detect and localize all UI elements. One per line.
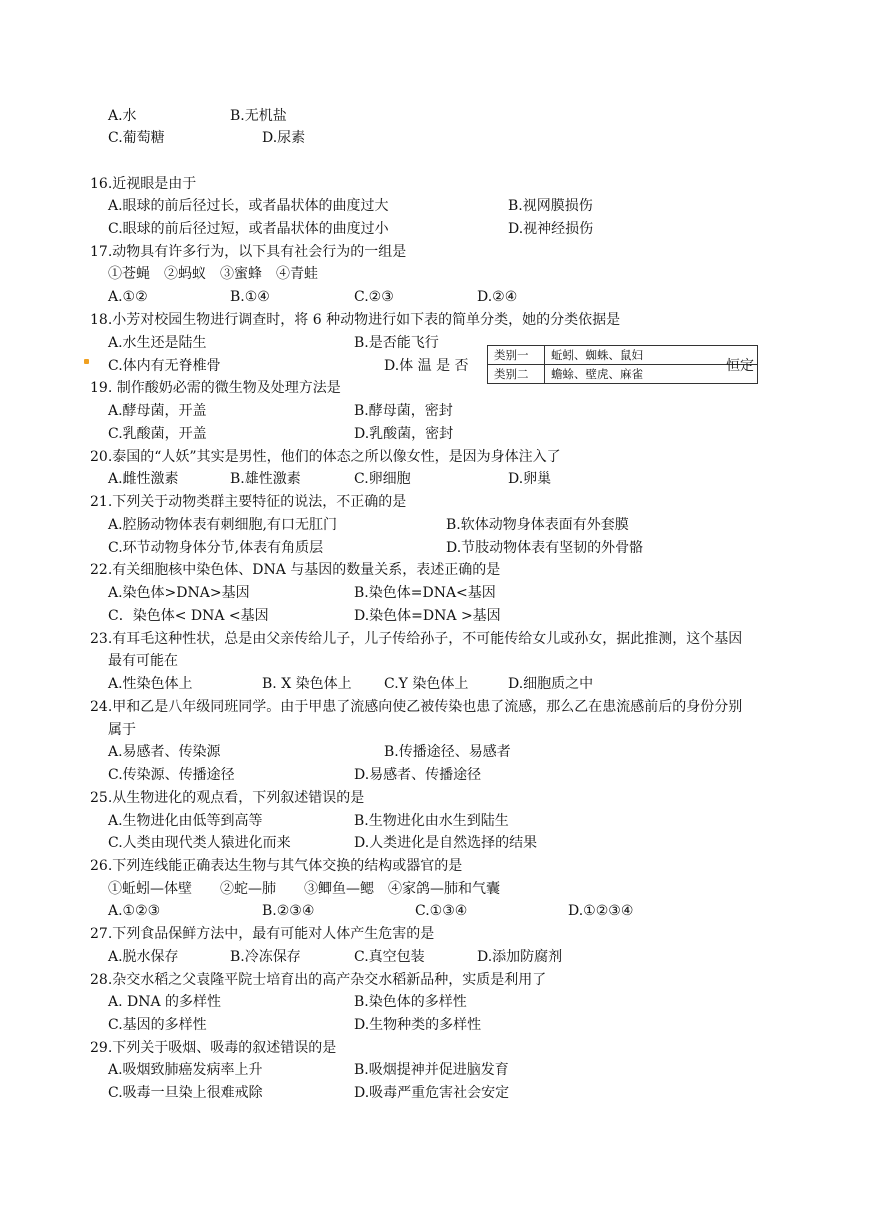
q29-option-a: A.吸烟致肺癌发病率上升 [108,1062,263,1078]
q27-option-a: A.脱水保存 [108,949,179,965]
q23-stem-line2: 最有可能在 [108,653,178,669]
q28-option-d: D.生物种类的多样性 [354,1017,482,1033]
q24-option-a: A.易感者、传染源 [108,744,221,760]
q18-stem: 18.小芳对校园生物进行调查时，将 6 种动物进行如下表的简单分类，她的分类依据是 [90,312,621,328]
table-row [488,365,758,384]
q19-option-b: B.酵母菌，密封 [354,403,453,419]
q18-option-c: C.体内有无脊椎骨 [108,358,221,374]
q16-option-b: B.视网膜损伤 [508,198,593,214]
q26-option-d: D.①②③④ [568,903,634,919]
q23-stem-line1: 23.有耳毛这种性状，总是由父亲传给儿子，儿子传给孙子，不可能传给女儿或孙女，据此推测，这个基因 [90,631,743,647]
q16-option-c: C.眼球的前后径过短，或者晶状体的曲度过小 [108,221,389,237]
q22-option-a: A.染色体>DNA>基因 [108,585,250,601]
q22-option-b: B.染色体=DNA<基因 [354,585,496,601]
q17-items: ①苍蝇 ②蚂蚁 ③蜜蜂 ④青蛙 [108,266,318,282]
q29-option-d: D.吸毒严重危害社会安定 [354,1085,510,1101]
q18-option-a: A.水生还是陆生 [108,335,207,351]
q28-option-c: C.基因的多样性 [108,1017,207,1033]
q17-option-b: B.①④ [230,289,270,305]
q19-option-c: C.乳酸菌，开盖 [108,426,207,442]
q22-option-d: D.染色体=DNA >基因 [354,608,501,624]
q25-option-a: A.生物进化由低等到高等 [108,813,263,829]
q17-option-a: A.①② [108,289,148,305]
q21-option-c: C.环节动物身体分节,体表有角质层 [108,540,324,556]
q18-option-d: D.体 温 是 否 [384,358,469,374]
q29-stem: 29.下列关于吸烟、吸毒的叙述错误的是 [90,1040,337,1056]
q23-option-a: A.性染色体上 [108,676,193,692]
q25-stem: 25.从生物进化的观点看，下列叙述错误的是 [90,790,365,806]
q21-option-a: A.腔肠动物体表有刺细胞,有口无肛门 [108,517,338,533]
q27-option-c: C.真空包装 [354,949,425,965]
q24-option-c: C.传染源、传播途径 [108,767,235,783]
q22-option-c: C．染色体< DNA <基因 [108,608,269,624]
q15-option-d: D.尿素 [262,130,306,146]
q20-stem: 20.泰国的“人妖”其实是男性，他们的体态之所以像女性，是因为身体注入了 [90,449,561,465]
q15-option-a: A.水 [108,108,137,124]
q20-option-c: C.卵细胞 [354,471,411,487]
q22-stem: 22.有关细胞核中染色体、DNA 与基因的数量关系，表述正确的是 [90,562,501,578]
q26-stem: 26.下列连线能正确表达生物与其气体交换的结构或器官的是 [90,858,463,874]
q17-stem: 17.动物具有许多行为，以下具有社会行为的一组是 [90,244,407,260]
q24-stem-line2: 属于 [108,722,136,738]
q24-option-d: D.易感者、传播途径 [354,767,482,783]
q25-option-d: D.人类进化是自然选择的结果 [354,835,538,851]
q16-option-a: A.眼球的前后径过长，或者晶状体的曲度过大 [108,198,389,214]
q29-option-b: B.吸烟提神并促进脑发育 [354,1062,509,1078]
q27-stem: 27.下列食品保鲜方法中，最有可能对人体产生危害的是 [90,926,435,942]
q17-option-d: D.②④ [477,289,518,305]
q15-option-c: C.葡萄糖 [108,130,165,146]
q27-option-b: B.冷冻保存 [230,949,301,965]
table-cell-animals: 蚯蚓、蜘蛛、鼠妇 [545,346,758,365]
q24-stem-line1: 24.甲和乙是八年级同班同学。由于甲患了流感向使乙被传染也患了流感，那么乙在患流感前后的身份分别 [90,699,743,715]
q16-option-d: D.视神经损伤 [508,221,594,237]
q28-option-a: A. DNA 的多样性 [108,994,222,1010]
q19-option-d: D.乳酸菌，密封 [354,426,454,442]
classification-table [487,345,758,384]
q29-option-c: C.吸毒一旦染上很难戒除 [108,1085,263,1101]
q23-option-b: B. X 染色体上 [262,676,352,692]
q16-stem: 16.近视眼是由于 [90,176,197,192]
q26-option-b: B.②③④ [262,903,315,919]
q26-items: ①蚯蚓—体壁 ②蛇—肺 ③鲫鱼—鳃 ④家鸽—肺和气囊 [108,881,500,897]
q25-option-c: C.人类由现代类人猿进化而来 [108,835,291,851]
table-cell-category: 类别一 [488,346,545,365]
q19-option-a: A.酵母菌，开盖 [108,403,207,419]
q17-option-c: C.②③ [354,289,394,305]
q21-option-b: B.软体动物身体表面有外套膜 [446,517,629,533]
q25-option-b: B.生物进化由水生到陆生 [354,813,509,829]
bullet-dot-icon [84,359,89,364]
q20-option-d: D.卵巢 [508,471,552,487]
q23-option-d: D.细胞质之中 [508,676,594,692]
q23-option-c: C.Y 染色体上 [384,676,469,692]
q27-option-d: D.添加防腐剂 [477,949,563,965]
q28-option-b: B.染色体的多样性 [354,994,467,1010]
q20-option-a: A.雌性激素 [108,471,179,487]
q26-option-c: C.①③④ [415,903,468,919]
q28-stem: 28.杂交水稻之父袁隆平院士培育出的高产杂交水稻新品种，实质是利用了 [90,972,547,988]
q19-stem: 19. 制作酸奶必需的微生物及处理方法是 [90,380,341,396]
q26-option-a: A.①②③ [108,903,161,919]
q18-option-b: B.是否能飞行 [354,335,439,351]
q20-option-b: B.雄性激素 [230,471,301,487]
q21-stem: 21.下列关于动物类群主要特征的说法，不正确的是 [90,494,407,510]
q21-option-d: D.节肢动物体表有坚韧的外骨骼 [446,540,644,556]
q15-option-b: B.无机盐 [230,108,287,124]
table-row [488,346,758,365]
q18-option-d-tail: 恒定 [726,358,754,374]
table-cell-category: 类别二 [488,365,545,384]
q24-option-b: B.传播途径、易感者 [384,744,511,760]
table-cell-animals: 蟾蜍、壁虎、麻雀 [545,365,758,384]
